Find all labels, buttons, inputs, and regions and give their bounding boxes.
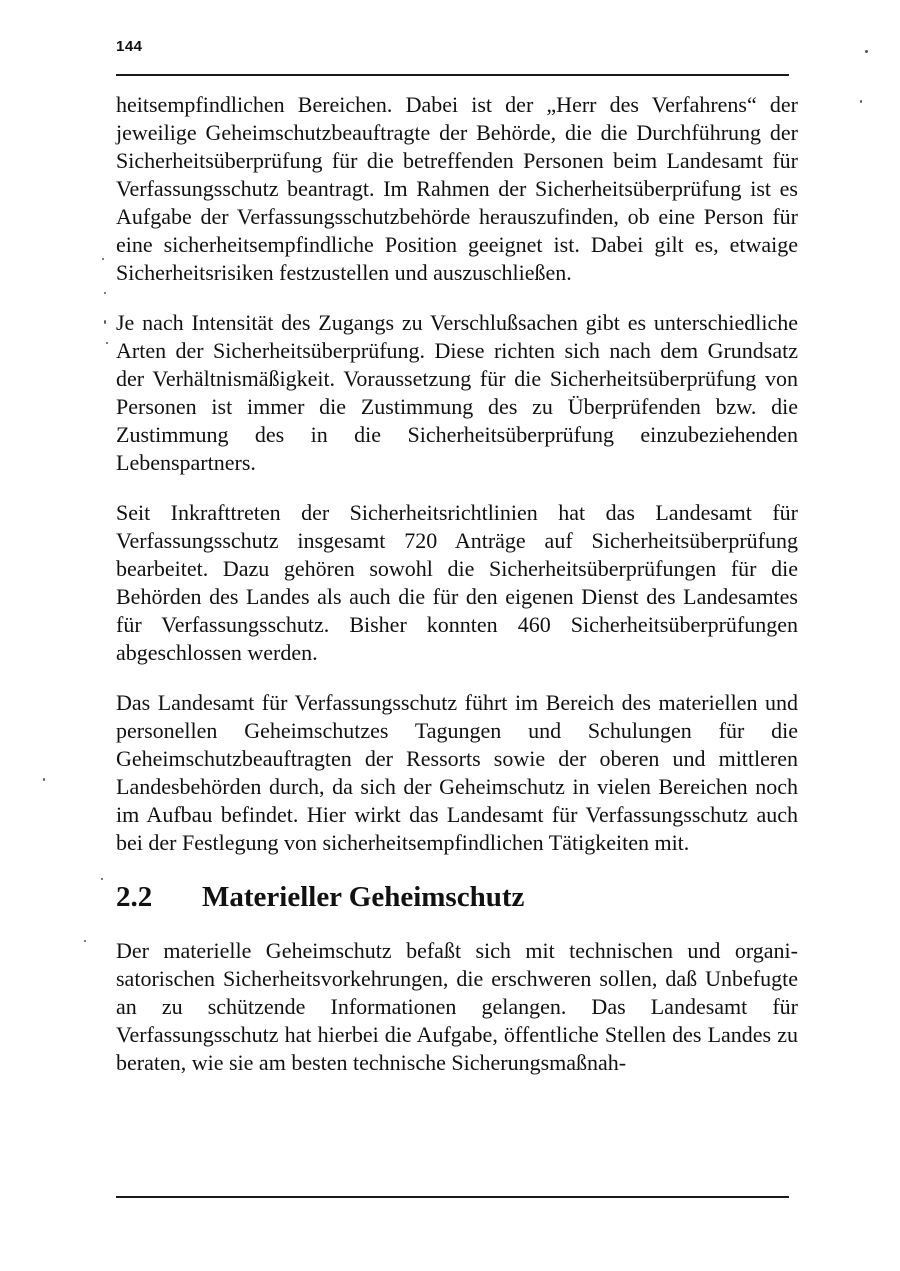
header-rule [116, 74, 789, 76]
paragraph: Seit Inkrafttreten der Sicherheitsrichtlinien hat das Landesamt für Verfassungsschutz insgesamt 720 Anträge auf Sicherheitsüberprüfung bearbeitet. Dazu gehören sowohl die Sicherheitsüberprüfungen für die Behörden des Landes als auch die für den eigenen Dienst des Landesamtes für Verfassungsschutz. Bisher konnten 460 Sicherheitsüberprüfungen abgeschlossen werden. [116, 500, 798, 665]
section-title: Materieller Geheimschutz [202, 881, 525, 913]
section-heading [116, 879, 798, 915]
paragraph: Das Landesamt für Verfassungsschutz führt im Bereich des materiellen und personellen Geheimschutzes Tagungen und Schulungen für die Geheimschutzbeauftragten der Ressorts sowie der oberen und mittleren Landesbehörden durch, da sich der Geheimschutz in vielen Bereichen noch im Aufbau befindet. Hier wirkt das Landesamt für Verfassungsschutz auch bei der Festlegung von sicherheitsempfindlichen Tätigkeiten mit. [116, 690, 798, 855]
footer-rule [116, 1196, 789, 1198]
page-number: 144 [116, 38, 143, 55]
paragraph: heitsempfindlichen Bereichen. Dabei ist der „Herr des Verfahrens“ der jeweilige Geheimschutzbeauftragte der Behörde, die die Durchführung der Sicherheitsüberprüfung für die betreffenden Personen beim Landesamt für Verfassungsschutz beantragt. Im Rahmen der Sicherheitsüberprüfung ist es Aufgabe der Verfassungsschutzbehörde herauszufinden, ob eine Person für eine sicherheitsempfindliche Position geeignet ist. Dabei gilt es, etwaige Sicherheitsrisiken festzustellen und auszuschließen. [116, 92, 798, 285]
paragraph: Der materielle Geheimschutz befaßt sich mit technischen und organisatorischen Sicherheitsvorkehrungen, die erschweren sollen, daß Unbefugte an zu schützende Informationen gelangen. Das Landesamt für Verfassungsschutz hat hierbei die Aufgabe, öffentliche Stellen des Landes zu beraten, wie sie am besten technische Sicherungsmaßnah- [116, 938, 798, 1075]
section-number: 2.2 [116, 881, 153, 913]
body-text [116, 91, 798, 1077]
paragraph: Je nach Intensität des Zugangs zu Verschlußsachen gibt es unterschiedliche Arten der Sicherheitsüberprüfung. Diese richten sich nach dem Grundsatz der Verhältnismäßigkeit. Voraussetzung für die Sicherheitsüberprüfung von Personen ist immer die Zustimmung des zu Überprüfenden bzw. die Zustimmung des in die Sicherheitsüberprüfung einzubeziehenden Lebenspartners. [116, 310, 798, 475]
